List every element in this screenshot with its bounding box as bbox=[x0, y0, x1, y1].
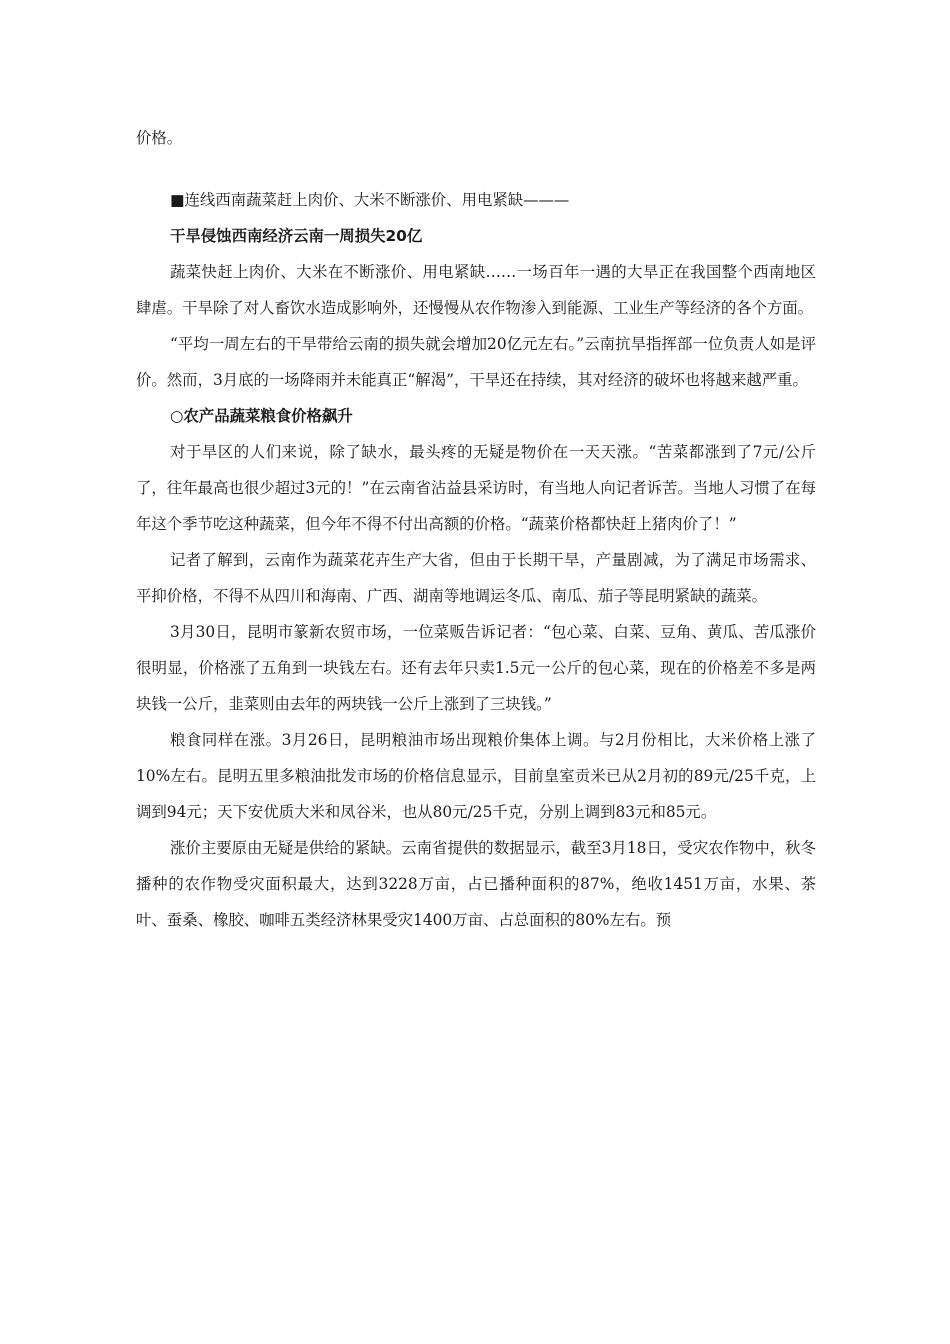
body-paragraph-2: 记者了解到，云南作为蔬菜花卉生产大省，但由于长期干旱，产量剧减，为了满足市场需求、平抑价格，不得不从四川和海南、广西、湖南等地调运冬瓜、南瓜、茄子等昆明紧缺的蔬菜。 bbox=[136, 551, 816, 605]
document-page bbox=[136, 120, 816, 938]
intro-paragraph-1: 蔬菜快赶上肉价、大米在不断涨价、用电紧缺……一场百年一遇的大旱正在我国整个西南地区肆虐。干旱除了对人畜饮水造成影响外，还慢慢从农作物渗入到能源、工业生产等经济的各个方面。 bbox=[136, 263, 816, 317]
lead-fragment: 价格。 bbox=[136, 129, 183, 147]
body-paragraph-5: 涨价主要原由无疑是供给的紧缺。云南省提供的数据显示，截至3月18日，受灾农作物中，秋冬播种的农作物受灾面积最大，达到3228万亩，占已播种面积的87%，绝收1451万亩，水果、茶叶、蚕桑、橡胶、咖啡五类经济林果受灾1400万亩、占总面积的80%左右。预 bbox=[136, 839, 816, 929]
subheading: ○农产品蔬菜粮食价格飙升 bbox=[170, 407, 353, 425]
headline: 干旱侵蚀西南经济云南一周损失20亿 bbox=[170, 227, 423, 245]
body-paragraph-4: 粮食同样在涨。3月26日，昆明粮油市场出现粮价集体上调。与2月份相比，大米价格上涨了10%左右。昆明五里多粮油批发市场的价格信息显示，目前皇室贡米已从2月初的89元/25千克，上调到94元；天下安优质大米和凤谷米，也从80元/25千克，分别上调到83元和85元。 bbox=[136, 731, 816, 821]
body-paragraph-3: 3月30日，昆明市篆新农贸市场，一位菜贩告诉记者：“包心菜、白菜、豆角、黄瓜、苦瓜涨价很明显，价格涨了五角到一块钱左右。还有去年只卖1.5元一公斤的包心菜，现在的价格差不多是两块钱一公斤，韭菜则由去年的两块钱一公斤上涨到了三块钱。” bbox=[136, 623, 816, 713]
intro-paragraph-2: “平均一周左右的干旱带给云南的损失就会增加20亿元左右。”云南抗旱指挥部一位负责人如是评价。然而，3月底的一场降雨并未能真正“解渴”，干旱还在持续，其对经济的破坏也将越来越严重。 bbox=[136, 335, 816, 389]
body-paragraph-1: 对于旱区的人们来说，除了缺水，最头疼的无疑是物价在一天天涨。“苦菜都涨到了7元/公斤了，往年最高也很少超过3元的！”在云南省沾益县采访时，有当地人向记者诉苦。当地人习惯了在每年这个季节吃这种蔬菜，但今年不得不付出高额的价格。“蔬菜价格都快赶上猪肉价了！” bbox=[136, 443, 816, 533]
section-marker-line: ■连线西南蔬菜赶上肉价、大米不断涨价、用电紧缺——— bbox=[170, 191, 570, 209]
